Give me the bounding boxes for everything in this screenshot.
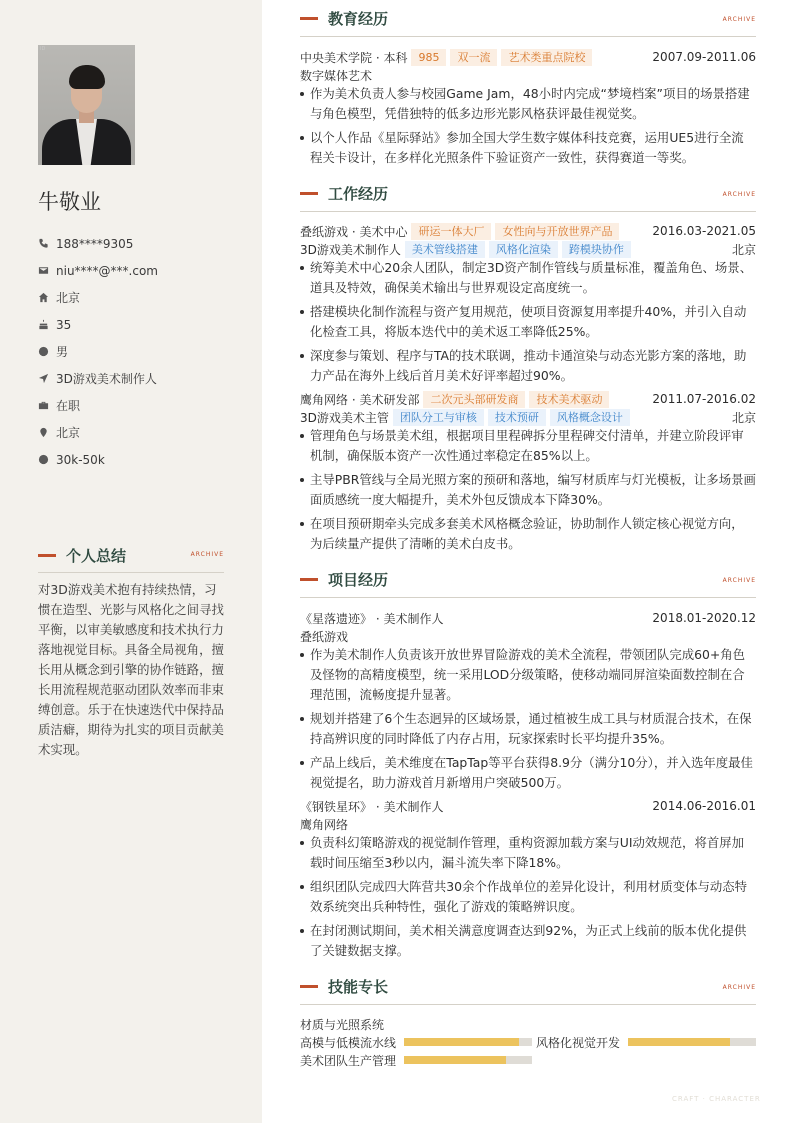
skill-level-fill: [628, 1038, 730, 1046]
skills-category-label: 材质与光照系统: [300, 1017, 385, 1032]
contact-status-value: 在职: [56, 399, 81, 413]
location-icon: [38, 427, 49, 438]
list-item: 规划并搭建了6个生态迥异的区域场景，通过植被生成工具与材质混合技术，在保持高辨识度的同时降低了内存占用，玩家探索时长平均提升35%。: [300, 709, 756, 749]
project-name: 《星落遗迹》 · 美术制作人: [300, 611, 444, 626]
contact-home: [38, 284, 158, 311]
status-icon: [38, 400, 49, 411]
skills-title: 技能专长: [328, 978, 389, 996]
contact-home-value: 北京: [56, 291, 81, 305]
skill-level-fill: [404, 1038, 519, 1046]
projects-archive-tag: ARCHIVE: [722, 577, 756, 584]
list-item: 作为美术制作人负责该开放世界冒险游戏的美术全流程，带领团队完成60+角色及怪物的高精度模型，统一采用LOD分级策略，使移动端同屏渲染面数控制在合理范围，流畅度提升显著。: [300, 645, 756, 705]
projects-title: 项目经历: [328, 571, 389, 589]
contact-salary-value: 30k-50k: [56, 452, 105, 467]
skill-item: [300, 1033, 532, 1051]
contact-phone-value: 188****9305: [56, 236, 134, 251]
summary-archive-tag: ARCHIVE: [190, 551, 224, 558]
contact-age-value: 35: [56, 317, 72, 332]
email-icon: [38, 265, 49, 276]
skills-category: [300, 1015, 384, 1033]
accent-bar: [300, 578, 318, 581]
list-item: 在封闭测试期间，美术相关满意度调查达到92%，为正式上线前的版本优化提供了关键数据支撑。: [300, 921, 756, 961]
school-badge: 985: [411, 49, 446, 66]
work-archive-tag: ARCHIVE: [722, 191, 756, 198]
profile-photo: [38, 45, 135, 165]
target-position-icon: [38, 373, 49, 384]
age-icon: [38, 319, 49, 330]
job-company: 叠纸游戏 · 美术中心: [300, 224, 408, 239]
project-title-row: [300, 797, 756, 815]
candidate-name: 牛敬业: [38, 190, 101, 214]
company-tag: 女性向与开放世界产品: [495, 223, 619, 240]
contact-email: [38, 257, 158, 284]
job-city: 北京: [731, 242, 756, 257]
gender-icon: [38, 346, 49, 357]
list-item: 组织团队完成四大阵营共30余个作战单位的差异化设计，利用材质变体与动态特效系统突出兵种特性，强化了游戏的策略辨识度。: [300, 877, 756, 917]
summary-title: 个人总结: [66, 547, 127, 565]
accent-bar: [300, 985, 318, 988]
summary-section-header: [38, 545, 224, 573]
projects-section-header: [300, 569, 756, 598]
skill-item: [536, 1033, 756, 1051]
skill-level-bar: [404, 1056, 532, 1064]
job-role-row: [300, 408, 756, 426]
project-period: 2018.01-2020.12: [652, 611, 756, 625]
photo-tag: ID: [40, 46, 46, 52]
school-name: 中央美术学院 · 本科: [300, 50, 408, 65]
contact-location: [38, 419, 158, 446]
list-item: 深度参与策划、程序与TA的技术联调，推动卡通渲染与动态光影方案的落地，助力产品在海外上线后首月美术好评率超过90%。: [300, 346, 756, 386]
job-company: 鹰角网络 · 美术研发部: [300, 392, 420, 407]
accent-bar: [300, 17, 318, 20]
company-tag: 二次元头部研发商: [423, 391, 525, 408]
project-bullets: [300, 645, 756, 797]
list-item: 作为美术负责人参与校园Game Jam，48小时内完成“梦境档案”项目的场景搭建与角色模型，凭借独特的低多边形光影风格获评最佳视觉奖。: [300, 84, 756, 124]
home-icon: [38, 292, 49, 303]
education-period: 2007.09-2011.06: [652, 50, 756, 64]
salary-icon: [38, 454, 49, 465]
contact-target-position-value: 3D游戏美术制作人: [56, 372, 157, 386]
skill-item: [300, 1051, 532, 1069]
contact-gender-value: 男: [56, 345, 69, 359]
education-major-row: [300, 66, 756, 84]
job-role: 3D游戏美术主管: [300, 410, 389, 425]
list-item: 产品上线后，美术维度在TapTap等平台获得8.9分（满分10分），并入选年度最佳视觉提名，助力游戏首月新增用户突破500万。: [300, 753, 756, 793]
role-tag: 风格化渲染: [489, 241, 558, 258]
accent-bar: [300, 192, 318, 195]
contact-age: [38, 311, 158, 338]
school-badge: 双一流: [450, 49, 497, 66]
contact-gender: [38, 338, 158, 365]
contact-location-value: 北京: [56, 426, 81, 440]
list-item: 以个人作品《星际驿站》参加全国大学生数字媒体科技竞赛，运用UE5进行全流程关卡设计，在多样化光照条件下验证资产一致性，获得赛道一等奖。: [300, 128, 756, 168]
job-bullets: [300, 426, 756, 558]
job-role: 3D游戏美术制作人: [300, 242, 401, 257]
list-item: 在项目预研期牵头完成多套美术风格概念验证，协助制作人锁定核心视觉方向，为后续量产提供了清晰的美术白皮书。: [300, 514, 756, 554]
role-tag: 团队分工与审核: [393, 409, 484, 426]
job-role-row: [300, 240, 756, 258]
job-city: 北京: [731, 410, 756, 425]
company-tag: 技术美术驱动: [529, 391, 609, 408]
skill-level-fill: [404, 1056, 506, 1064]
project-company-row: [300, 815, 756, 833]
job-bullets: [300, 258, 756, 390]
skill-name: 高模与低模流水线: [300, 1035, 397, 1050]
job-period: 2011.07-2016.02: [652, 392, 756, 406]
education-school-row: [300, 48, 756, 66]
education-major: 数字媒体艺术: [300, 68, 373, 83]
list-item: 统筹美术中心20余人团队，制定3D资产制作管线与质量标准，覆盖角色、场景、道具及特效，确保美术输出与世界观设定高度统一。: [300, 258, 756, 298]
skill-level-bar: [404, 1038, 532, 1046]
skills-archive-tag: ARCHIVE: [722, 984, 756, 991]
project-company: 鹰角网络: [300, 817, 349, 832]
contact-target-position: [38, 365, 158, 392]
role-tag: 跨模块协作: [562, 241, 631, 258]
list-item: 搭建模块化制作流程与资产复用规范，使项目资源复用率提升40%，并引入自动化检查工具，将版本迭代中的美术返工率降低25%。: [300, 302, 756, 342]
project-title-row: [300, 609, 756, 627]
project-name: 《钢铁星环》 · 美术制作人: [300, 799, 444, 814]
work-section-header: [300, 183, 756, 212]
contact-email-value: niu****@***.com: [56, 263, 158, 278]
role-tag: 技术预研: [488, 409, 546, 426]
project-bullets: [300, 833, 756, 965]
summary-text: 对3D游戏美术抱有持续热情，习惯在造型、光影与风格化之间寻找平衡，以审美敏感度和技术执行力落地视觉目标。具备全局视角，擅长用从概念到引擎的协作链路，擅长用流程规范驱动团队效率而非束缚创意。乐于在快速迭代中保持品质洁癖，期待为扎实的项目贡献美术实现。: [38, 582, 224, 757]
accent-bar: [38, 554, 56, 557]
list-item: 管理角色与场景美术组，根据项目里程碑拆分里程碑交付清单，并建立阶段评审机制，确保版本资产一次性通过率稳定在85%以上。: [300, 426, 756, 466]
list-item: 主导PBR管线与全局光照方案的预研和落地，编写材质库与灯光模板，让多场景画面质感统一度大幅提升，美术外包反馈成本下降30%。: [300, 470, 756, 510]
skill-name: 风格化视觉开发: [536, 1035, 621, 1050]
job-company-row: [300, 390, 756, 408]
project-company-row: [300, 627, 756, 645]
contact-status: [38, 392, 158, 419]
company-tag: 研运一体大厂: [411, 223, 491, 240]
skills-section-header: [300, 976, 756, 1005]
watermark: CRAFT · CHARACTER: [672, 1095, 761, 1103]
contact-salary: [38, 446, 158, 473]
education-section-header: [300, 8, 756, 37]
role-tag: 风格概念设计: [550, 409, 630, 426]
work-title: 工作经历: [328, 185, 389, 203]
skill-level-bar: [628, 1038, 756, 1046]
project-company: 叠纸游戏: [300, 629, 349, 644]
education-bullets: [300, 84, 756, 172]
role-tag: 美术管线搭建: [405, 241, 485, 258]
contact-list: [38, 230, 158, 473]
education-archive-tag: ARCHIVE: [722, 16, 756, 23]
phone-icon: [38, 238, 49, 249]
job-company-row: [300, 222, 756, 240]
list-item: 负责科幻策略游戏的视觉制作管理，重构资源加载方案与UI动效规范，将首屏加载时间压缩至3秒以内，漏斗流失率下降18%。: [300, 833, 756, 873]
education-title: 教育经历: [328, 10, 389, 28]
school-badge: 艺术类重点院校: [501, 49, 592, 66]
skill-name: 美术团队生产管理: [300, 1053, 397, 1068]
contact-phone: [38, 230, 158, 257]
project-period: 2014.06-2016.01: [652, 799, 756, 813]
job-period: 2016.03-2021.05: [652, 224, 756, 238]
